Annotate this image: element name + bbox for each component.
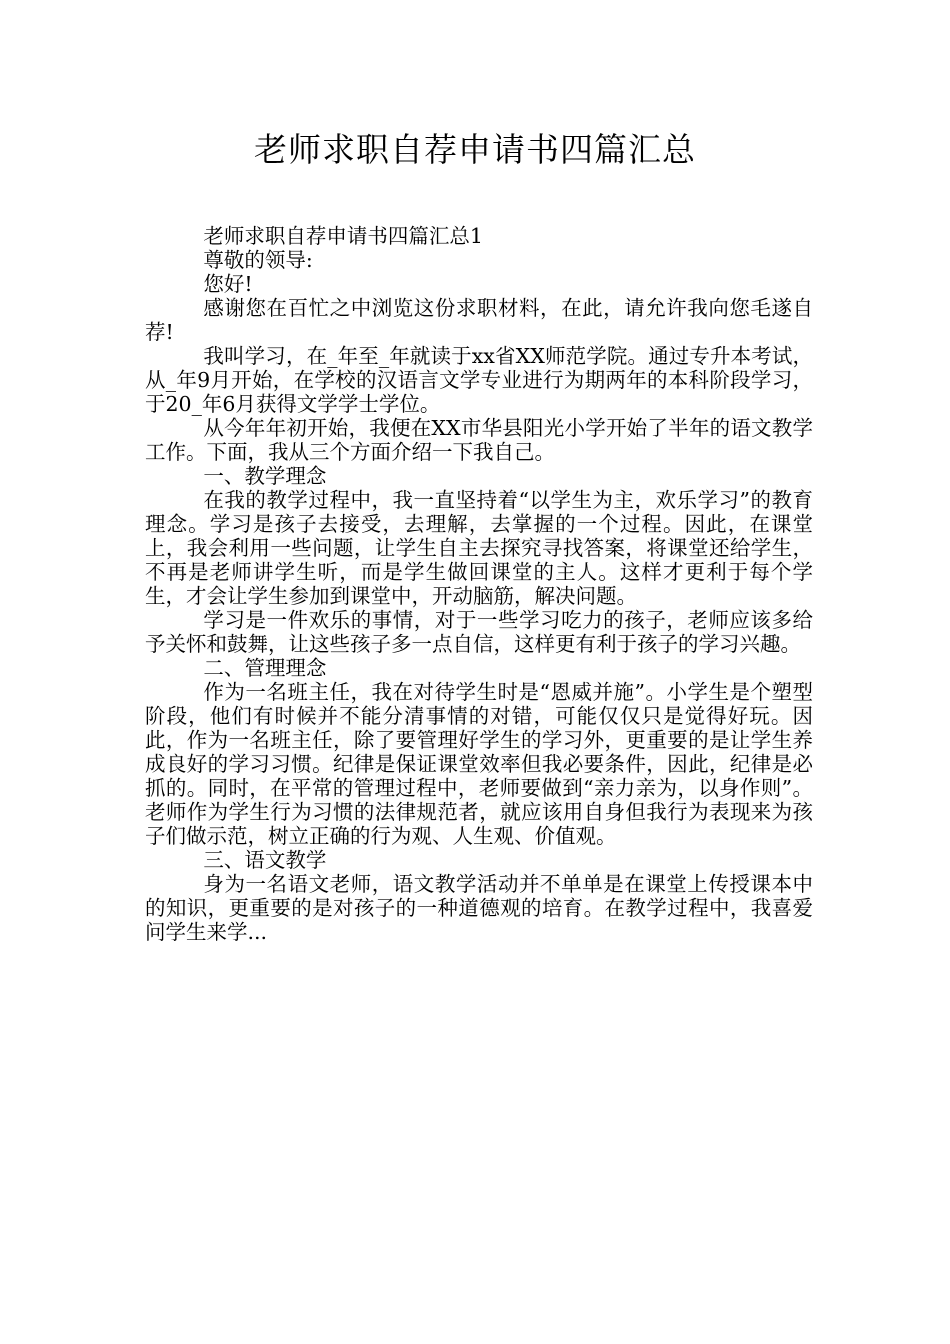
section-heading: 三、语文教学 [203,848,327,872]
body-paragraph: 感谢您在百忙之中浏览这份求职材料，在此，请允许我向您毛遂自荐! [145,296,813,344]
section-heading: 二、管理理念 [203,656,327,680]
body-paragraph: 身为一名语文老师，语文教学活动并不单单是在课堂上传授课本中的知识，更重要的是对孩子的一种道德观的培育。在教学过程中，我喜爱问学生来学... [145,872,813,944]
subtitle-paragraph: 老师求职自荐申请书四篇汇总1 [203,224,483,248]
body-paragraph: 作为一名班主任，我在对待学生时是“恩威并施”。小学生是个塑型阶段，他们有时候并不能分清事情的对错，可能仅仅只是觉得好玩。因此，作为一名班主任，除了要管理好学生的学习外，更重要的是让学生养成良好的学习习惯。纪律是保证课堂效率但我必要条件，因此，纪律是必抓的。同时，在平常的管理过程中，老师要做到“亲力亲为，以身作则”。老师作为学生行为习惯的法律规范者，就应该用自身但我行为表现来为孩子们做示范，树立正确的行为观、人生观、价值观。 [145,680,813,848]
body-paragraph: 我叫学习，在_年至_年就读于xx省XX师范学院。通过专升本考试，从_年9月开始，在学校的汉语言文学专业进行为期两年的本科阶段学习，于20_年6月获得文学学士学位。 [145,344,813,416]
section-heading: 一、教学理念 [203,464,327,488]
salutation-paragraph: 尊敬的领导: [203,248,313,272]
body-paragraph: 学习是一件欢乐的事情，对于一些学习吃力的孩子，老师应该多给予关怀和鼓舞，让这些孩子多一点自信，这样更有利于孩子的学习兴趣。 [145,608,813,656]
greeting-paragraph: 您好! [203,272,253,296]
body-paragraph: 从今年年初开始，我便在XX市华县阳光小学开始了半年的语文教学工作。下面，我从三个方面介绍一下我自己。 [145,416,813,464]
body-paragraph: 在我的教学过程中，我一直坚持着“以学生为主，欢乐学习”的教育理念。学习是孩子去接受，去理解，去掌握的一个过程。因此，在课堂上，我会利用一些问题，让学生自主去探究寻找答案，将课堂还给学生，不再是老师讲学生听，而是学生做回课堂的主人。这样才更利于每个学生，才会让学生参加到课堂中，开动脑筋，解决问题。 [145,488,813,608]
document-title: 老师求职自荐申请书四篇汇总 [254,130,696,169]
document-body [145,224,813,944]
